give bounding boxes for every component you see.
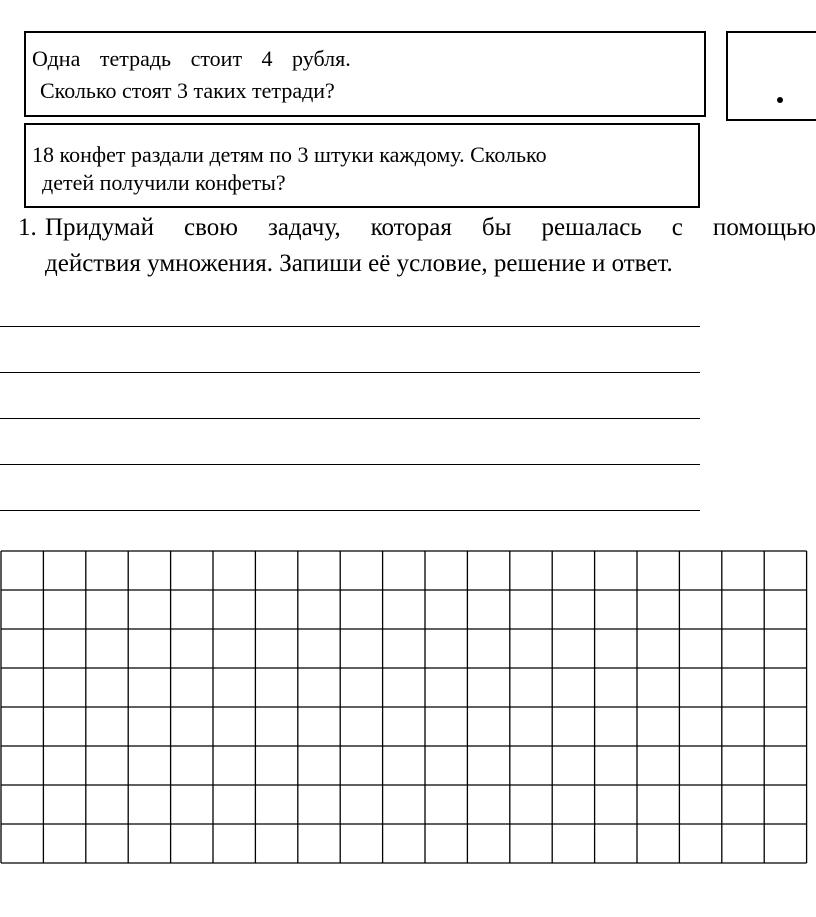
- squared-grid[interactable]: [0, 550, 810, 865]
- problem-card-notebooks: [24, 31, 706, 117]
- answer-box[interactable]: [726, 31, 816, 121]
- writing-line[interactable]: [0, 326, 700, 327]
- writing-line[interactable]: [0, 464, 700, 465]
- problem-2-line-2: детей получили конфеты?: [42, 170, 286, 195]
- problem-1-line-2: Сколько стоят 3 таких тетради?: [40, 78, 335, 103]
- dot-mark: [777, 97, 783, 103]
- task-text-line-1: Придумай свою задачу, которая бы решалась с помощью: [45, 214, 816, 241]
- writing-line[interactable]: [0, 418, 700, 419]
- writing-line[interactable]: [0, 372, 700, 373]
- task-number: 1.: [18, 214, 37, 241]
- problem-2-line-1: 18 конфет раздали детям по 3 штуки каждому. Сколько: [32, 142, 547, 167]
- writing-line[interactable]: [0, 510, 700, 511]
- task-text-line-2: действия умножения. Запиши её условие, решение и ответ.: [45, 250, 673, 277]
- problem-1-line-1: Одна тетрадь стоит 4 рубля.: [32, 46, 351, 71]
- problem-card-candies: [24, 123, 700, 208]
